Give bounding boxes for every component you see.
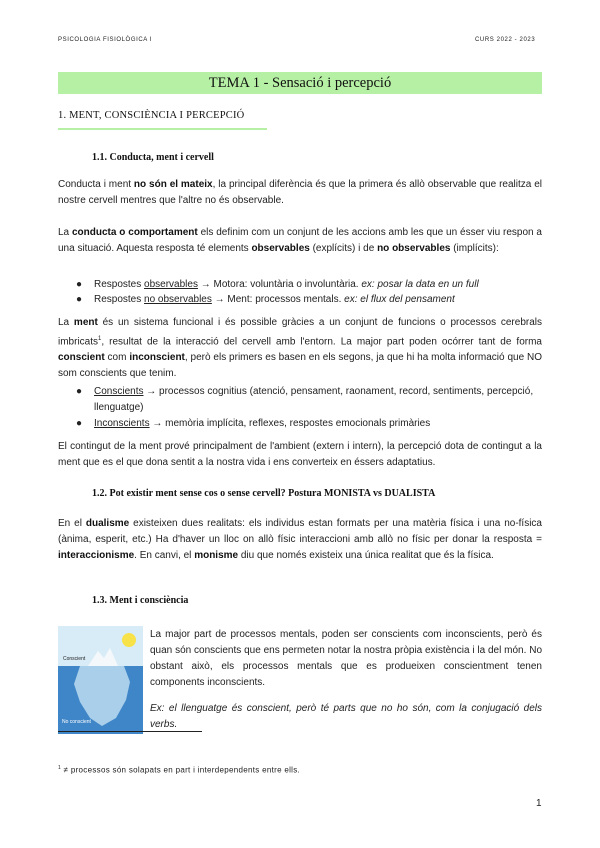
header-right: CURS 2022 - 2023	[475, 37, 536, 43]
paragraph-conducta-definicio: La conducta o comportament els definim com un conjunt de les accions amb les que un ésser viu respon a una situació. Aquesta resposta té elements observables (explícits) i de no observables (implícits):	[58, 227, 542, 254]
list-item: ● Conscients → processos cognitius (atenció, pensament, raonament, record, sentiments, percepció, llenguatge)	[76, 386, 534, 413]
header-left: PSICOLOGIA FISIOLÒGICA I	[58, 37, 153, 43]
footnote-ref: 1	[98, 336, 102, 342]
title-bar	[58, 72, 542, 94]
figure-label-conscient: Conscient	[63, 656, 86, 662]
page-title: TEMA 1 - Sensació i percepció	[208, 75, 392, 91]
subsection-heading-1-1: 1.1. Conducta, ment i cervell	[92, 152, 214, 163]
paragraph-contingut-ment: El contingut de la ment prové principalment de l'ambient (extern i intern), la percepció dota de contingut a la ment que es el que dona sentit a la nostra vida i ens converteix en éssers adaptatius.	[58, 441, 542, 468]
sun-icon	[122, 633, 136, 647]
subsection-heading-1-2: 1.2. Pot existir ment sense cos o sense cervell? Postura MONISTA vs DUALISTA	[92, 488, 436, 499]
subsection-heading-1-3: 1.3. Ment i consciència	[92, 595, 189, 606]
section-underline	[58, 128, 267, 130]
iceberg-figure	[58, 626, 143, 734]
page-number: 1	[536, 798, 542, 809]
footnote-rule	[58, 731, 202, 732]
paragraph-consciencia: La major part de processos mentals, poden ser conscients com inconscients, però és quan són conscients que ens permeten notar la nostra pròpia existència i la del món. No obstant això, els processos mentals que es produeixen conscientment tenen components inconscients.	[150, 629, 542, 688]
section-heading: 1. MENT, CONSCIÈNCIA I PERCEPCIÓ	[58, 110, 245, 121]
paragraph-conducta-ment: Conducta i ment no són el mateix, la principal diferència és que la primera és allò observable que realitza el nostre cervell mentres que l'altre no és observable.	[58, 179, 542, 206]
paragraph-ment: La ment és un sistema funcional i és possible gràcies a un conjunt de funcions o processos cerebrals imbricats$^1$, resultat de la interacció del cervell amb l'entorn. La major part poden ocórrer tant de forma conscient com inconscient, però els primers es basen en els segons, ja que hi ha molta informació que NO som conscients que tenim.	[58, 317, 542, 380]
footnote: $^1$ ≠ processos són solapats en part i interdependents entre ells.	[58, 765, 301, 775]
list-item: ● Respostes observables → Motora: voluntària o involuntària. ex: posar la data en un full	[76, 279, 479, 290]
list-item: ● Respostes no observables → Ment: processos mentals. ex: el flux del pensament	[76, 294, 455, 305]
paragraph-dualisme-monisme: En el dualisme existeixen dues realitats: els individus estan formats per una matèria física i una no-física (ànima, esperit, etc.) Ha d'haver un lloc on allò físic interaccioni amb allò no físic per donar la resposta = interaccionisme. En canvi, el monisme diu que només existeix una única realitat que és la física.	[58, 518, 542, 561]
iceberg-illustration	[58, 626, 143, 734]
example-paragraph: Ex: el llenguatge és conscient, però té parts que no ho són, com la conjugació dels verbs.	[150, 703, 542, 730]
figure-label-no-conscient: No conscient	[62, 719, 91, 725]
list-item: ● Inconscients → memòria implícita, reflexes, respostes emocionals primàries	[76, 418, 431, 429]
